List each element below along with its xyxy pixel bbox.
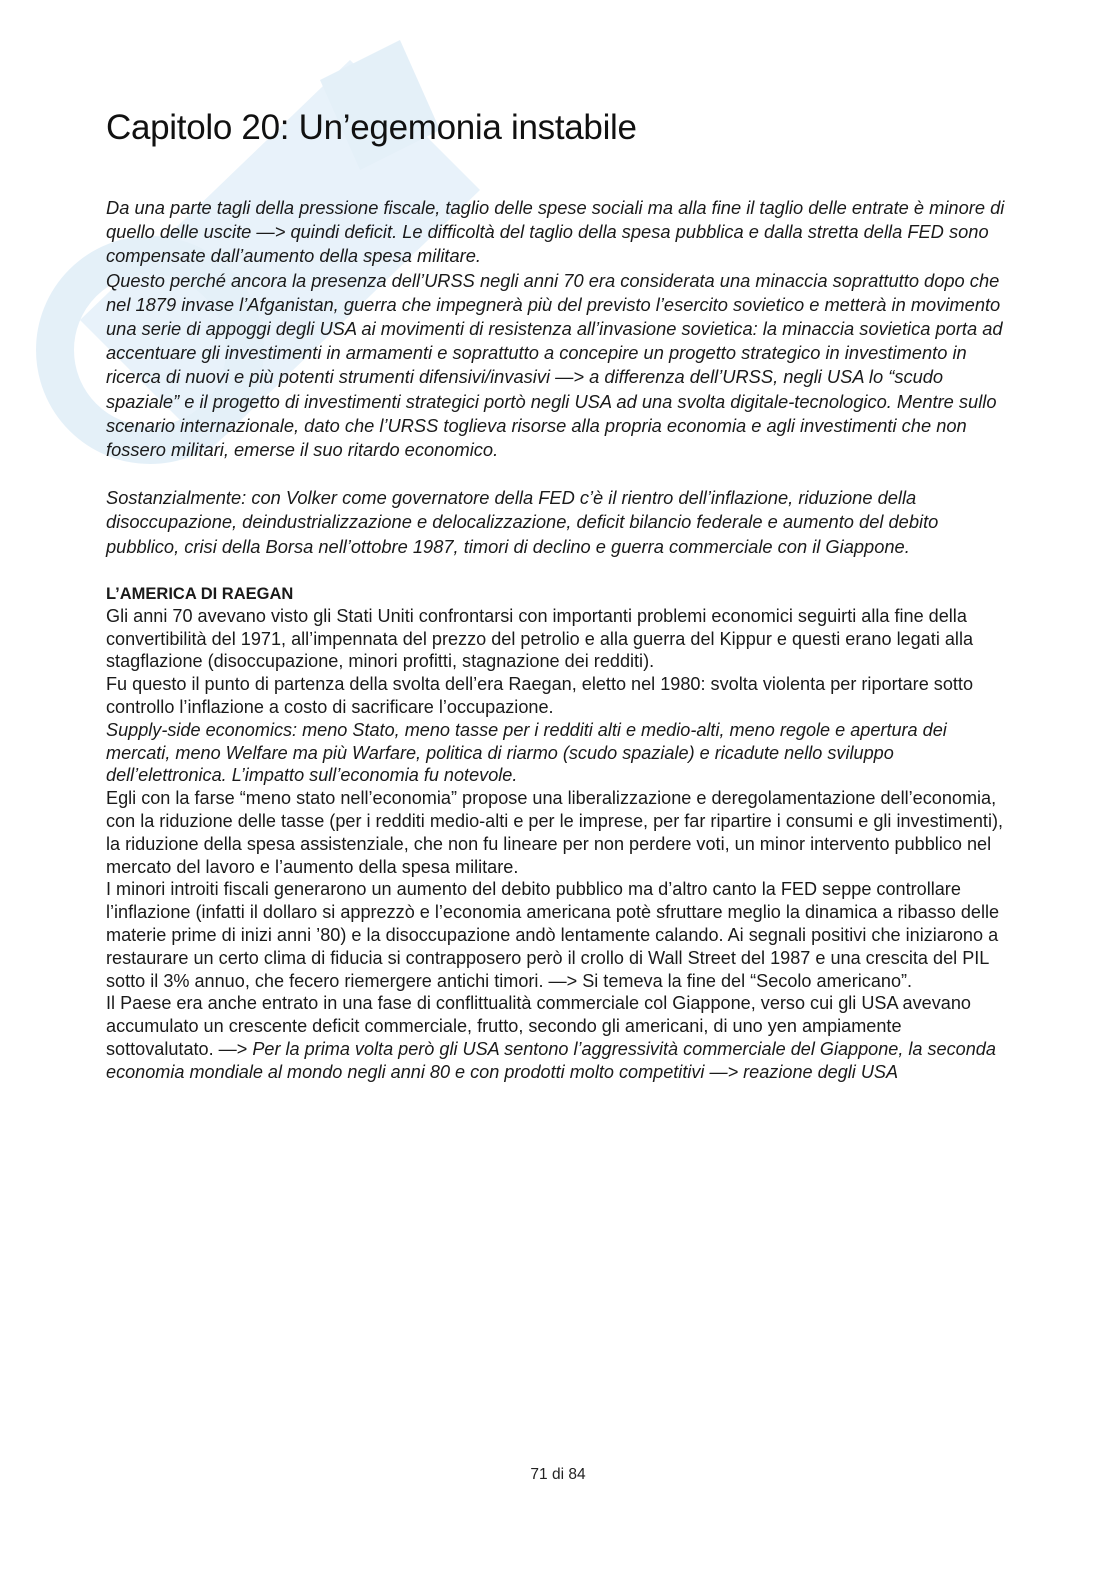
paragraph-italic-text: Per la prima volta però gli USA sentono l’aggressività commerciale del Giappone, la seconda economia mondiale al mondo negli anni 80 e con prodotti molto competitivi —> reazione degli USA bbox=[106, 1038, 996, 1082]
intro-paragraph: Questo perché ancora la presenza dell’URSS negli anni 70 era considerata una minaccia soprattutto dopo che nel 1879 invase l’Afganistan, guerra che impegnerà più del previsto l’esercito sovietico e metterà in movimento una serie di appoggi degli USA ai movimenti di resistenza all’invasione sovietica: la minaccia sovietica porta ad accentuare gli investimenti in armamenti e soprattutto a concepire un progetto strategico in investimento in ricerca di nuovi e più potenti strumenti difensivi/invasivi —> a differenza dell’URSS, negli USA lo “scudo spaziale” e il progetto di investimenti strategici portò negli USA ad una svolta digitale-tecnologico. Mentre sullo scenario internazionale, dato che l’URSS toglieva risorse alla propria economia e agli investimenti che non fossero militari, emerse il suo ritardo economico. bbox=[106, 269, 1003, 461]
document-page bbox=[106, 108, 1006, 1084]
section-paragraph: Egli con la farse “meno stato nell’economia” propose una liberalizzazione e deregolamentazione dell’economia, con la riduzione delle tasse (per i redditi medio-alti e per le imprese, per far ripartire i consumi e gli investimenti), la riduzione della spesa assistenziale, che non fu lineare per non perdere voti, un minor intervento pubblico nel mercato del lavoro e l’aumento della spesa militare. bbox=[106, 788, 1004, 877]
section-paragraph: I minori introiti fiscali generarono un aumento del debito pubblico ma d’altro canto la FED seppe controllare l’inflazione (infatti il dollaro si apprezzò e l’economia americana potè sfruttare meglio la dinamica a ribasso delle materie prime di inizi anni ’80) e la disoccupazione andò lentamente calando. Ai segnali positivi che iniziarono a restaurare un certo clima di fiducia si contrapposero però il crollo di Wall Street del 1987 e una crescita del PIL sotto il 3% annuo, che fecero riemergere antichi timori. —> Si temeva la fine del “Secolo americano”. bbox=[106, 879, 1000, 991]
page-title: Capitolo 20: Un’egemonia instabile bbox=[106, 108, 637, 147]
summary-paragraph: Sostanzialmente: con Volker come governatore della FED c’è il rientro dell’inflazione, riduzione della disoccupazione, deindustrializzazione e delocalizzazione, deficit bilancio federale e aumento del debito pubblico, crisi della Borsa nell’ottobre 1987, timori di declino e guerra commerciale con il Giappone. bbox=[106, 487, 939, 557]
section-paragraph bbox=[106, 992, 1006, 1083]
section-paragraph: Supply-side economics: meno Stato, meno tasse per i redditi alti e medio-alti, meno regole e apertura dei mercati, meno Welfare ma più Warfare, politica di riarmo (scudo spaziale) e ricadute nello sviluppo dell’elettronica. L’impatto sull’economia fu notevole. bbox=[106, 719, 947, 786]
section-heading: L’AMERICA DI RAEGAN bbox=[106, 584, 294, 603]
page-number: 71 di 84 bbox=[530, 1466, 586, 1483]
section-paragraph: Gli anni 70 avevano visto gli Stati Uniti confrontarsi con importanti problemi economici seguirti alla fine della convertibilità del 1971, all’impennata del prezzo del petrolio e alla guerra del Kippur e questi erano legati alla stagflazione (disoccupazione, minori profitti, stagnazione dei redditi). bbox=[106, 605, 974, 672]
intro-paragraph: Da una parte tagli della pressione fiscale, taglio delle spese sociali ma alla fine il taglio delle entrate è minore di quello delle uscite —> quindi deficit. Le difficoltà del taglio della spesa pubblica e dalla stretta della FED sono compensate dall’aumento della spesa militare. bbox=[106, 197, 1005, 267]
section-paragraph: Fu questo il punto di partenza della svolta dell’era Raegan, eletto nel 1980: svolta violenta per riportare sotto controllo l’inflazione a costo di sacrificare l’occupazione. bbox=[106, 674, 974, 718]
paragraph-text: Il Paese era anche entrato in una fase di conflittualità commerciale col Giappone, verso cui gli USA avevano accumulato un crescente deficit commerciale, frutto, secondo gli americani, di uno yen ampiamente sottovalutato. —> bbox=[106, 993, 971, 1059]
section-america-raegan bbox=[106, 583, 1006, 1084]
